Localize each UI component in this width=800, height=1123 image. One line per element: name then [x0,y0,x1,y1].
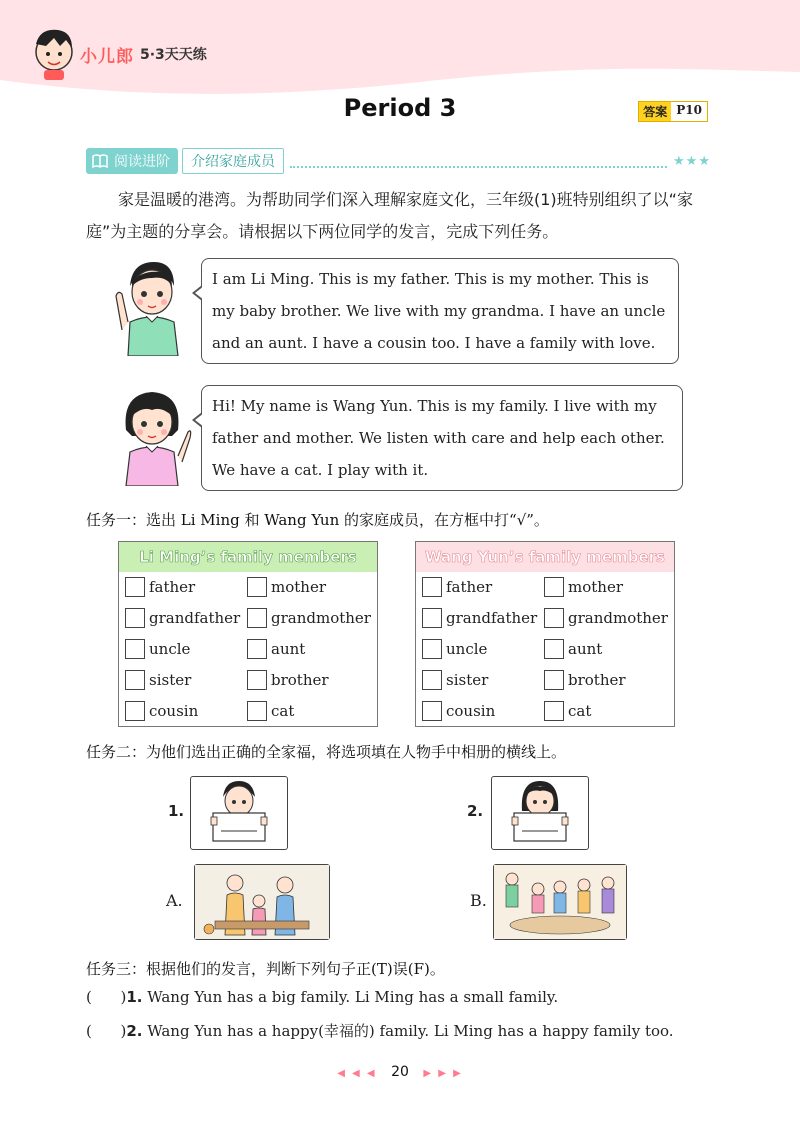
family-photo-a-icon [195,865,329,939]
checkbox-label: mother [568,578,623,596]
checkbox-label: grandfather [446,609,538,627]
checkbox[interactable] [544,639,564,659]
checkbox-label: cousin [446,702,496,720]
checkbox-item[interactable] [422,700,544,722]
checkbox-label: sister [446,671,489,689]
checkbox-label: aunt [568,640,603,658]
section-tag [86,148,178,174]
checkbox-item[interactable] [422,607,544,629]
li-ming-illustration [112,256,192,356]
item-number-2: 2. [467,802,484,820]
task2-instruction: 任务二：为他们选出正确的全家福，将选项填在人物手中相册的横线上。 [86,743,567,761]
task1-instruction: 任务一：选出 Li Ming 和 Wang Yun 的家庭成员，在方框中打“√”。 [86,511,549,529]
divider [290,154,667,168]
checkbox-item[interactable] [422,669,544,691]
checkbox[interactable] [125,577,145,597]
li-ming-speech-bubble: I am Li Ming. This is my father. This is my mother. This is my baby brother. We live with my grandma. I have an uncle and an aunt. I have a cousin too. I have a family with love. [201,258,679,364]
checkbox-item[interactable] [125,669,247,691]
left-arrows-icon: ◀ ◀ ◀ [337,1068,377,1079]
girl-holding-album-icon [492,777,588,849]
checkbox-item[interactable] [544,576,666,598]
wang-yun-speech-bubble: Hi! My name is Wang Yun. This is my family. I live with my father and mother. We listen with care and help each other. We have a cat. I play with it. [201,385,683,491]
checkbox[interactable] [422,701,442,721]
wang-yun-holding-album [491,776,589,850]
judgment-item-1 [86,988,558,1006]
wang-yun-checklist [416,572,674,726]
checkbox-item[interactable] [247,700,369,722]
checkbox[interactable] [247,670,267,690]
checkbox-label: cousin [149,702,199,720]
checkbox[interactable] [422,670,442,690]
item-number-1: 1. [168,802,185,820]
section-header [86,148,711,174]
li-ming-table-title: Li Ming’s family members [119,542,377,572]
checkbox-label: brother [271,671,329,689]
task3-instruction: 任务三：根据他们的发言，判断下列句子正(T)误(F)。 [86,960,445,978]
checkbox[interactable] [125,608,145,628]
judgment-item-2 [86,1020,674,1041]
checkbox-label: mother [271,578,326,596]
answer-page: P10 [671,102,707,121]
checkbox-item[interactable] [544,607,666,629]
checkbox[interactable] [247,701,267,721]
checkbox[interactable] [422,577,442,597]
item-number: 1. [126,988,143,1006]
checkbox-label: father [149,578,196,596]
judgment-text: Wang Yun has a happy(幸福的) family. Li Ming has a happy family too. [147,1022,674,1040]
answer-blank[interactable]: ( ) [86,988,127,1006]
brand-subtitle: 5·3天天练 [140,47,207,63]
checkbox-item[interactable] [125,607,247,629]
option-a-label: A. [166,891,183,910]
family-photo-b-icon [494,865,626,939]
option-b-label: B. [470,891,487,910]
section-topic: 介绍家庭成员 [182,148,284,174]
brand [80,34,207,74]
checkbox[interactable] [544,608,564,628]
checkbox-label: uncle [149,640,191,658]
checkbox[interactable] [544,701,564,721]
checkbox-label: grandmother [568,609,668,627]
checkbox[interactable] [125,670,145,690]
checkbox-item[interactable] [544,700,666,722]
checkbox-label: father [446,578,493,596]
checkbox-item[interactable] [125,576,247,598]
book-icon [92,154,108,168]
checkbox[interactable] [544,670,564,690]
checkbox-label: cat [271,702,295,720]
checkbox-label: uncle [446,640,488,658]
checkbox-item[interactable] [247,576,369,598]
checkbox-label: grandfather [149,609,241,627]
checkbox-item[interactable] [247,607,369,629]
intro-paragraph: 家是温暖的港湾。为帮助同学们深入理解家庭文化，三年级(1)班特别组织了以“家庭”为主题的分享会。请根据以下两位同学的发言，完成下列任务。 [86,190,693,241]
checkbox[interactable] [247,639,267,659]
checkbox[interactable] [544,577,564,597]
checkbox-label: brother [568,671,626,689]
page-number: 20 [391,1064,409,1080]
checkbox-label: cat [568,702,592,720]
checkbox-item[interactable] [247,669,369,691]
li-ming-holding-album [190,776,288,850]
answer-blank[interactable]: ( ) [86,1022,127,1040]
checkbox[interactable] [247,608,267,628]
wang-yun-table-title: Wang Yun’s family members [416,542,674,572]
li-ming-checklist [119,572,377,726]
page-footer [0,1064,800,1080]
checkbox-label: grandmother [271,609,371,627]
family-photo-a[interactable] [194,864,330,940]
li-ming-family-table [118,541,378,727]
section-tag-label: 阅读进阶 [114,154,170,170]
brand-logo: 小儿郎 [80,46,134,67]
wang-yun-illustration [112,386,192,486]
judgment-text: Wang Yun has a big family. Li Ming has a small family. [147,988,559,1006]
checkbox[interactable] [422,639,442,659]
answer-label: 答案 [639,102,671,121]
answer-reference[interactable] [638,101,708,122]
checkbox[interactable] [247,577,267,597]
page-title: Period 3 [343,94,457,122]
checkbox-item[interactable] [247,638,369,660]
checkbox-item[interactable] [544,669,666,691]
checkbox-item[interactable] [125,638,247,660]
difficulty-stars: ★★★ [673,153,711,169]
item-number: 2. [126,1022,143,1040]
checkbox-label: aunt [271,640,306,658]
family-photo-b[interactable] [493,864,627,940]
checkbox-label: sister [149,671,192,689]
checkbox-item[interactable] [125,700,247,722]
right-arrows-icon: ▶ ▶ ▶ [423,1068,463,1079]
checkbox[interactable] [125,701,145,721]
wang-yun-family-table [415,541,675,727]
checkbox-item[interactable] [544,638,666,660]
checkbox-item[interactable] [422,576,544,598]
checkbox[interactable] [125,639,145,659]
boy-holding-album-icon [191,777,287,849]
checkbox-item[interactable] [422,638,544,660]
checkbox[interactable] [422,608,442,628]
